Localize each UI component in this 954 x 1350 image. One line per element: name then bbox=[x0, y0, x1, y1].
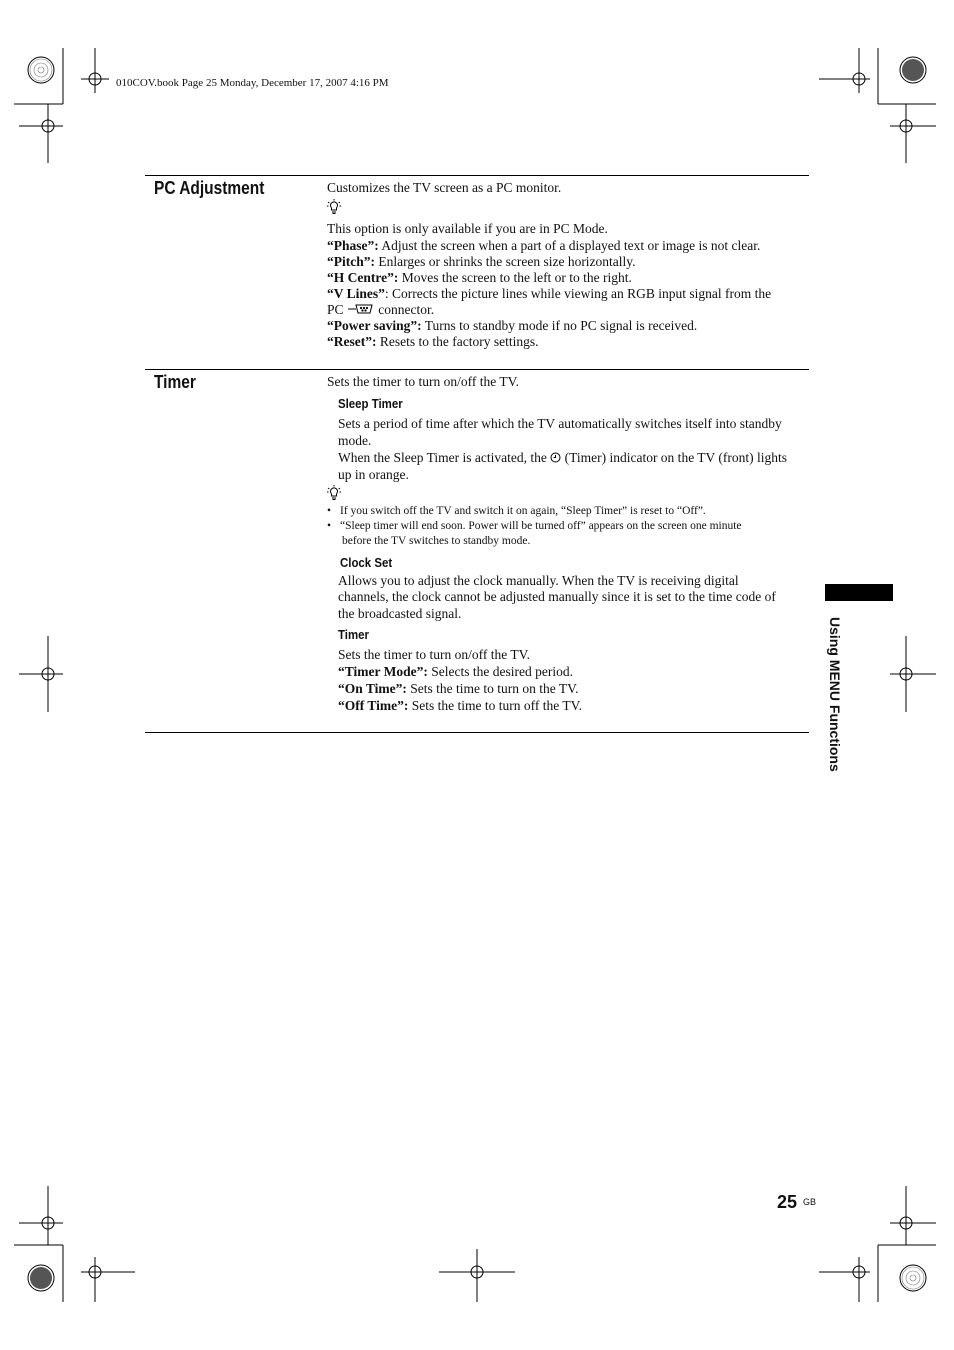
power-saving-item: “Power saving”: Turns to standby mode if no PC signal is received. bbox=[327, 318, 698, 333]
section-divider bbox=[145, 369, 809, 370]
pc-adjustment-intro: Customizes the TV screen as a PC monitor. bbox=[327, 180, 562, 195]
timer-intro: Sets the timer to turn on/off the TV. bbox=[327, 374, 519, 389]
tip-text: If you switch off the TV and switch it on again, “Sleep Timer” is reset to “Off”. bbox=[340, 505, 706, 517]
sleep-timer-text: up in orange. bbox=[338, 467, 409, 482]
page-number: 25 bbox=[777, 1192, 798, 1212]
section-divider bbox=[145, 732, 809, 733]
v-lines-item: “V Lines”: Corrects the picture lines while viewing an RGB input signal from the bbox=[327, 286, 772, 301]
timer-sub-intro: Sets the timer to turn on/off the TV. bbox=[338, 647, 530, 662]
timer-mode-item: “Timer Mode”: Selects the desired period. bbox=[338, 664, 573, 679]
section-title-pc-adjustment: PC Adjustment bbox=[154, 178, 265, 198]
page-header: 010COV.book Page 25 Monday, December 17, 2007 4:16 PM bbox=[116, 77, 389, 89]
sleep-timer-text: Sets a period of time after which the TV automatically switches itself into standby bbox=[338, 416, 782, 431]
pc-mode-tip: This option is only available if you are in PC Mode. bbox=[327, 221, 608, 236]
page-number-suffix: GB bbox=[803, 1197, 817, 1207]
sleep-timer-text: When the Sleep Timer is activated, the (Timer) indicator on the TV (front) lights bbox=[338, 450, 788, 465]
sidebar-section-label: Using MENU Functions bbox=[827, 617, 843, 772]
tip-bullet: • bbox=[327, 505, 332, 517]
sleep-timer-text: mode. bbox=[338, 433, 372, 448]
v-lines-item-cont: PC connector. bbox=[327, 302, 435, 317]
section-divider bbox=[145, 175, 809, 176]
tip-text: before the TV switches to standby mode. bbox=[342, 535, 531, 547]
tip-text: “Sleep timer will end soon. Power will be turned off” appears on the screen one minute bbox=[340, 520, 742, 532]
subsection-title-clock-set: Clock Set bbox=[340, 555, 393, 570]
tip-icon bbox=[327, 199, 341, 215]
subsection-title-timer: Timer bbox=[338, 627, 369, 642]
clock-set-text: channels, the clock cannot be adjusted manually since it is set to the time code of bbox=[338, 589, 776, 604]
tip-icon bbox=[327, 485, 341, 501]
on-time-item: “On Time”: Sets the time to turn on the TV. bbox=[338, 681, 579, 696]
reset-item: “Reset”: Resets to the factory settings. bbox=[327, 334, 539, 349]
timer-icon bbox=[550, 452, 561, 463]
subsection-title-sleep-timer: Sleep Timer bbox=[338, 396, 403, 411]
off-time-item: “Off Time”: Sets the time to turn off the TV. bbox=[338, 698, 582, 713]
pc-connector-icon bbox=[348, 303, 374, 315]
pitch-item: “Pitch”: Enlarges or shrinks the screen size horizontally. bbox=[327, 254, 636, 269]
sidebar-tab-marker bbox=[825, 584, 893, 601]
clock-set-text: the broadcasted signal. bbox=[338, 606, 462, 621]
clock-set-text: Allows you to adjust the clock manually. When the TV is receiving digital bbox=[338, 573, 739, 588]
tip-bullet: • bbox=[327, 520, 332, 532]
section-title-timer: Timer bbox=[154, 372, 196, 392]
phase-item: “Phase”: Adjust the screen when a part of a displayed text or image is not clear. bbox=[327, 238, 761, 253]
h-centre-item: “H Centre”: Moves the screen to the left or to the right. bbox=[327, 270, 632, 285]
